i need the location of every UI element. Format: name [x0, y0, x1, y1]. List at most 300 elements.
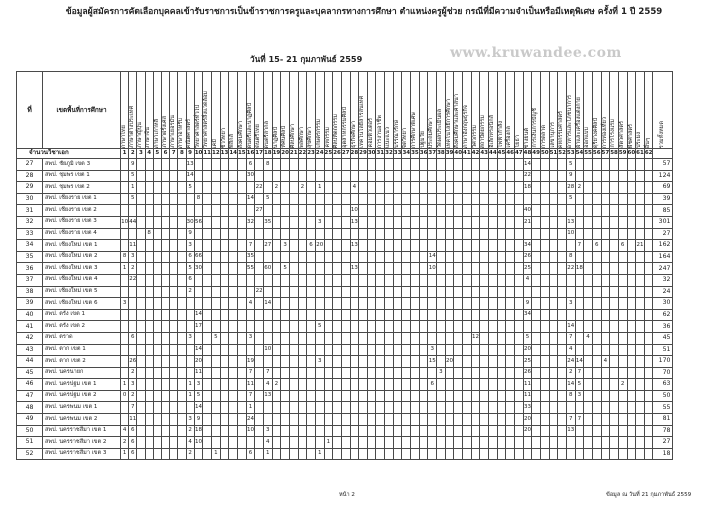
subject-count-cell: 1 [121, 379, 129, 391]
subject-count-cell [575, 298, 584, 310]
subject-count-cell: 14 [523, 159, 532, 171]
subject-count-cell [289, 344, 298, 356]
subject-count-cell [237, 216, 246, 228]
subject-count-cell [636, 170, 645, 182]
subject-count-cell [592, 205, 601, 217]
subject-count-cell [644, 414, 653, 426]
subject-header-label: การงานอาชีพ [376, 114, 383, 148]
subject-count-cell [532, 240, 541, 252]
subject-count-cell [359, 170, 368, 182]
subject-count-cell [298, 367, 307, 379]
subject-count-cell [263, 205, 272, 217]
subject-count-cell [237, 309, 246, 321]
subject-count-cell [333, 205, 342, 217]
subject-count-cell [137, 332, 145, 344]
subject-header-label: ไฟฟ้ากำลัง [497, 121, 504, 148]
subject-count-cell [281, 425, 290, 437]
subject-count-cell [610, 286, 619, 298]
subject-count-cell [549, 356, 558, 368]
subject-count-cell [307, 182, 316, 194]
subject-count-cell [428, 448, 437, 460]
subject-count-cell [137, 228, 145, 240]
subject-count-cell: 8 [566, 390, 575, 402]
subject-count-cell [161, 240, 169, 252]
subject-count-cell [610, 216, 619, 228]
subject-count-cell: 7 [246, 240, 255, 252]
row-number: 30 [17, 193, 43, 205]
subject-count-cell [584, 437, 593, 449]
subject-count-cell: 7 [566, 414, 575, 426]
subject-count-cell [350, 414, 359, 426]
subject-count-cell: 9 [194, 414, 203, 426]
subject-count-cell [489, 379, 498, 391]
subject-count-cell [601, 321, 610, 333]
subject-count-cell [170, 379, 178, 391]
subject-count-cell [437, 414, 446, 426]
subject-count-cell [454, 356, 463, 368]
subject-count-cell [385, 159, 394, 171]
subject-count-cell [307, 286, 316, 298]
subject-count-cell [566, 437, 575, 449]
subject-count-cell [367, 402, 376, 414]
subject-count-cell [393, 356, 402, 368]
subject-count-cell [489, 414, 498, 426]
subject-count-cell [636, 425, 645, 437]
subject-header [523, 72, 532, 149]
subject-count-cell: 14 [194, 344, 203, 356]
subject-count-cell [272, 356, 281, 368]
subject-count-cell [437, 321, 446, 333]
subject-count-cell [212, 344, 221, 356]
subject-count-cell [471, 309, 480, 321]
subject-count-cell [497, 170, 506, 182]
subject-number: 48 [523, 149, 532, 159]
subject-number: 52 [558, 149, 567, 159]
subject-number: 42 [471, 149, 480, 159]
subject-count-cell [137, 159, 145, 171]
subject-count-cell [220, 321, 229, 333]
subject-count-cell: 30 [246, 170, 255, 182]
subject-count-cell [480, 367, 489, 379]
subject-count-cell [618, 182, 627, 194]
table-row [17, 182, 673, 194]
subject-number: 36 [419, 149, 428, 159]
subject-count-cell [411, 240, 420, 252]
row-number: 42 [17, 332, 43, 344]
subject-count-cell [618, 356, 627, 368]
subject-count-cell [359, 437, 368, 449]
subject-count-cell [610, 159, 619, 171]
subject-count-cell [359, 228, 368, 240]
subject-count-cell [289, 414, 298, 426]
subject-count-cell [610, 205, 619, 217]
subject-count-cell: 25 [523, 356, 532, 368]
subject-count-cell [186, 402, 194, 414]
subject-count-cell [263, 402, 272, 414]
subject-count-cell [153, 379, 161, 391]
subject-count-cell [411, 205, 420, 217]
table-row [17, 367, 673, 379]
subject-count-cell [145, 367, 153, 379]
subject-count-cell [610, 414, 619, 426]
subject-count-cell [506, 390, 515, 402]
subject-number: 51 [549, 149, 558, 159]
subject-count-cell [385, 263, 394, 275]
subject-count-cell [497, 263, 506, 275]
subject-count-cell [281, 356, 290, 368]
subject-number: 3 [137, 149, 145, 159]
subject-count-cell [145, 170, 153, 182]
subject-count-cell [506, 367, 515, 379]
subject-count-cell [592, 321, 601, 333]
subject-count-cell [289, 228, 298, 240]
row-number: 35 [17, 251, 43, 263]
subject-count-cell [324, 205, 333, 217]
row-number: 48 [17, 402, 43, 414]
subject-count-cell [419, 390, 428, 402]
subject-count-cell [341, 298, 350, 310]
subject-count-cell [558, 414, 567, 426]
subject-count-cell: 4 [566, 344, 575, 356]
subject-number: 12 [212, 149, 221, 159]
subject-count-cell [237, 298, 246, 310]
area-name: สพป. เชียงราย เขต 3 [43, 216, 121, 228]
subject-count-cell [540, 367, 549, 379]
subject-number: 14 [229, 149, 238, 159]
subject-count-cell [307, 170, 316, 182]
subject-count-cell [281, 170, 290, 182]
subject-count-cell [212, 216, 221, 228]
subject-count-cell [471, 263, 480, 275]
subject-count-cell [523, 286, 532, 298]
subject-count-cell [367, 332, 376, 344]
subject-count-cell [454, 309, 463, 321]
subject-count-cell: 5 [263, 193, 272, 205]
subject-count-cell [359, 159, 368, 171]
subject-count-cell [636, 332, 645, 344]
subject-count-cell [489, 216, 498, 228]
subject-count-cell [333, 321, 342, 333]
row-total: 62 [653, 309, 673, 321]
subject-count-cell: 3 [121, 298, 129, 310]
subject-count-cell [137, 309, 145, 321]
subject-count-cell [333, 425, 342, 437]
subject-count-cell [203, 274, 212, 286]
subject-count-cell [506, 263, 515, 275]
subject-count-cell [137, 390, 145, 402]
area-name: สพป. ตรัง เขต 1 [43, 309, 121, 321]
subject-count-cell: 6 [186, 274, 194, 286]
subject-count-cell: 25 [523, 263, 532, 275]
subject-count-cell [324, 448, 333, 460]
subject-header-label: การตลาด [540, 124, 547, 148]
subject-count-cell [584, 216, 593, 228]
subject-count-cell: 1 [186, 390, 194, 402]
area-name: สพป. เชียงราย เขต 4 [43, 228, 121, 240]
subject-count-cell [532, 170, 541, 182]
subject-count-cell [514, 251, 523, 263]
subject-header-label: เทคโนโลยีสารสนเทศ [359, 96, 366, 148]
subject-count-cell [610, 182, 619, 194]
subject-count-cell: 6 [246, 159, 255, 171]
subject-count-cell [194, 205, 203, 217]
subject-count-cell [272, 216, 281, 228]
subject-count-cell [627, 240, 636, 252]
subject-count-cell [333, 193, 342, 205]
subject-count-cell [393, 228, 402, 240]
subject-count-cell [489, 240, 498, 252]
subject-count-cell [229, 414, 238, 426]
subject-count-cell: 21 [636, 240, 645, 252]
subject-count-cell [212, 437, 221, 449]
total-header [653, 72, 673, 149]
subject-count-cell [610, 356, 619, 368]
subject-count-cell [419, 309, 428, 321]
subject-count-cell [618, 205, 627, 217]
subject-count-cell [237, 286, 246, 298]
area-name: สพป. ตาก เขต 1 [43, 344, 121, 356]
subject-count-cell [471, 321, 480, 333]
subject-count-cell [289, 182, 298, 194]
row-number: 34 [17, 240, 43, 252]
subject-count-cell [194, 274, 203, 286]
subject-count-cell [463, 344, 472, 356]
subject-count-cell [636, 205, 645, 217]
subject-count-cell [341, 321, 350, 333]
subject-count-cell [212, 286, 221, 298]
subject-count-cell [540, 228, 549, 240]
subject-header [445, 72, 454, 149]
subject-count-cell [497, 425, 506, 437]
subject-header [454, 72, 463, 149]
subject-count-cell [644, 332, 653, 344]
subject-count-cell [161, 332, 169, 344]
subject-count-cell [575, 251, 584, 263]
subject-count-cell [385, 298, 394, 310]
subject-header [540, 72, 549, 149]
subject-count-cell [359, 182, 368, 194]
subject-header [610, 72, 619, 149]
table-row [17, 263, 673, 275]
subject-count-cell [376, 274, 385, 286]
subject-count-cell [255, 332, 264, 344]
subject-count-cell [437, 402, 446, 414]
subject-count-cell [627, 321, 636, 333]
subject-count-cell [255, 251, 264, 263]
subject-count-cell [445, 182, 454, 194]
subject-count-cell [532, 448, 541, 460]
subject-count-cell [298, 298, 307, 310]
subject-count-cell [178, 437, 186, 449]
subject-count-label: จำนวนวิชาเอก [17, 149, 121, 159]
subject-count-cell [145, 344, 153, 356]
subject-count-cell [298, 263, 307, 275]
subject-count-cell [367, 159, 376, 171]
subject-count-cell [445, 251, 454, 263]
subject-count-cell [289, 263, 298, 275]
subject-count-cell [153, 286, 161, 298]
subject-count-cell [497, 182, 506, 194]
subject-count-cell [350, 159, 359, 171]
area-name: สพป. นครพนม เขต 2 [43, 414, 121, 426]
area-name: สพป. ชุมพร เขต 1 [43, 170, 121, 182]
row-total: 301 [653, 216, 673, 228]
subject-count-cell [419, 379, 428, 391]
subject-count-cell [419, 344, 428, 356]
subject-number: 32 [385, 149, 394, 159]
subject-count-cell [307, 216, 316, 228]
subject-count-cell [137, 437, 145, 449]
subject-count-cell [592, 390, 601, 402]
subject-header-label: ฟิสิกส์ [229, 133, 236, 148]
subject-count-cell [549, 390, 558, 402]
subject-header [566, 72, 575, 149]
subject-count-cell [281, 182, 290, 194]
report-title: ข้อมูลผู้สมัครการคัดเลือกบุคคลเข้ารับราชการเป็นข้าราชการครูและบุคลากรทางการศึกษา ตำแหน่งครูผู้ช่วย กรณีที่มีความจำเป็นหรือมีเหตุพิเศษ ครั้งที่ 1 ปี 2559 [65, 7, 663, 17]
subject-count-cell [385, 344, 394, 356]
subject-count-cell [137, 240, 145, 252]
subject-count-cell [393, 414, 402, 426]
subject-count-cell [324, 309, 333, 321]
subject-count-cell [359, 402, 368, 414]
subject-count-cell: 3 [437, 367, 446, 379]
subject-count-cell [627, 344, 636, 356]
subject-count-cell [376, 193, 385, 205]
subject-count-cell [601, 367, 610, 379]
subject-count-cell [454, 205, 463, 217]
subject-count-cell [203, 240, 212, 252]
subject-count-cell [307, 344, 316, 356]
subject-count-cell [532, 182, 541, 194]
subject-count-cell [419, 448, 428, 460]
subject-header-label: ภาษาไทย [120, 124, 127, 148]
subject-count-cell [592, 367, 601, 379]
subject-count-cell [549, 170, 558, 182]
row-total: 247 [653, 263, 673, 275]
subject-count-cell [137, 286, 145, 298]
subject-count-cell [523, 228, 532, 240]
subject-header-label: คอมพิวเตอร์ [367, 118, 374, 148]
row-number: 40 [17, 309, 43, 321]
subject-count-cell [523, 321, 532, 333]
row-total: 85 [653, 205, 673, 217]
subject-count-cell [359, 263, 368, 275]
subject-count-cell [584, 379, 593, 391]
subject-count-cell [627, 425, 636, 437]
row-total: 70 [653, 367, 673, 379]
subject-count-cell [220, 251, 229, 263]
subject-count-cell [289, 390, 298, 402]
subject-header [367, 72, 376, 149]
subject-count-cell [419, 216, 428, 228]
subject-count-cell: 1 [315, 182, 324, 194]
subject-header [549, 72, 558, 149]
subject-count-cell: 3 [186, 332, 194, 344]
subject-count-cell [627, 437, 636, 449]
subject-count-cell [644, 344, 653, 356]
subject-count-cell [203, 193, 212, 205]
subject-count-cell [153, 240, 161, 252]
subject-count-cell [601, 448, 610, 460]
subject-count-cell [333, 367, 342, 379]
subject-count-cell [333, 402, 342, 414]
subject-count-cell [566, 274, 575, 286]
subject-count-cell [178, 390, 186, 402]
subject-count-cell: 2 [618, 379, 627, 391]
subject-header-label: แนะแนว [385, 126, 392, 148]
subject-count-cell [121, 182, 129, 194]
subject-count-cell [161, 159, 169, 171]
subject-count-cell [497, 205, 506, 217]
subject-count-cell [445, 286, 454, 298]
subject-count-cell [445, 367, 454, 379]
row-number: 51 [17, 437, 43, 449]
subject-count-cell [644, 402, 653, 414]
subject-count-cell [514, 309, 523, 321]
subject-count-cell [437, 182, 446, 194]
subject-count-cell [489, 344, 498, 356]
subject-count-cell [540, 390, 549, 402]
subject-count-cell [255, 367, 264, 379]
subject-number: 30 [367, 149, 376, 159]
subject-count-cell [419, 274, 428, 286]
subject-count-cell [307, 437, 316, 449]
subject-header-label: ภาษาอังกฤษธุรกิจ [463, 104, 470, 148]
subject-count-cell [644, 205, 653, 217]
subject-count-cell [393, 437, 402, 449]
subject-count-cell: 3 [263, 425, 272, 437]
subject-count-cell [203, 448, 212, 460]
subject-count-cell: 5 [566, 193, 575, 205]
subject-count-cell [367, 216, 376, 228]
subject-count-cell [129, 228, 137, 240]
subject-header-label: เลขานุการ [549, 122, 556, 148]
subject-count-cell [463, 390, 472, 402]
subject-count-cell [324, 193, 333, 205]
subject-count-cell [212, 309, 221, 321]
subject-count-cell [212, 274, 221, 286]
subject-count-cell: 14 [566, 321, 575, 333]
subject-count-cell [584, 344, 593, 356]
subject-count-cell: 2 [186, 286, 194, 298]
subject-count-cell [506, 159, 515, 171]
subject-count-cell [203, 182, 212, 194]
subject-count-cell [178, 298, 186, 310]
subject-count-cell [532, 390, 541, 402]
subject-count-cell [121, 286, 129, 298]
subject-count-cell [489, 448, 498, 460]
subject-count-cell [584, 170, 593, 182]
subject-count-cell [350, 367, 359, 379]
subject-count-cell [636, 309, 645, 321]
subject-count-cell [644, 356, 653, 368]
subject-count-cell [402, 274, 411, 286]
subject-number: 6 [161, 149, 169, 159]
subject-count-cell [229, 379, 238, 391]
subject-count-cell [445, 205, 454, 217]
subject-count-cell [359, 298, 368, 310]
subject-count-cell [161, 309, 169, 321]
subject-count-cell: 56 [194, 216, 203, 228]
subject-count-cell [137, 379, 145, 391]
subject-count-cell [315, 274, 324, 286]
subject-count-cell [272, 251, 281, 263]
subject-count-cell [212, 402, 221, 414]
row-total: 36 [653, 321, 673, 333]
subject-count-cell [324, 332, 333, 344]
subject-count-cell [402, 414, 411, 426]
subject-count-cell [636, 182, 645, 194]
